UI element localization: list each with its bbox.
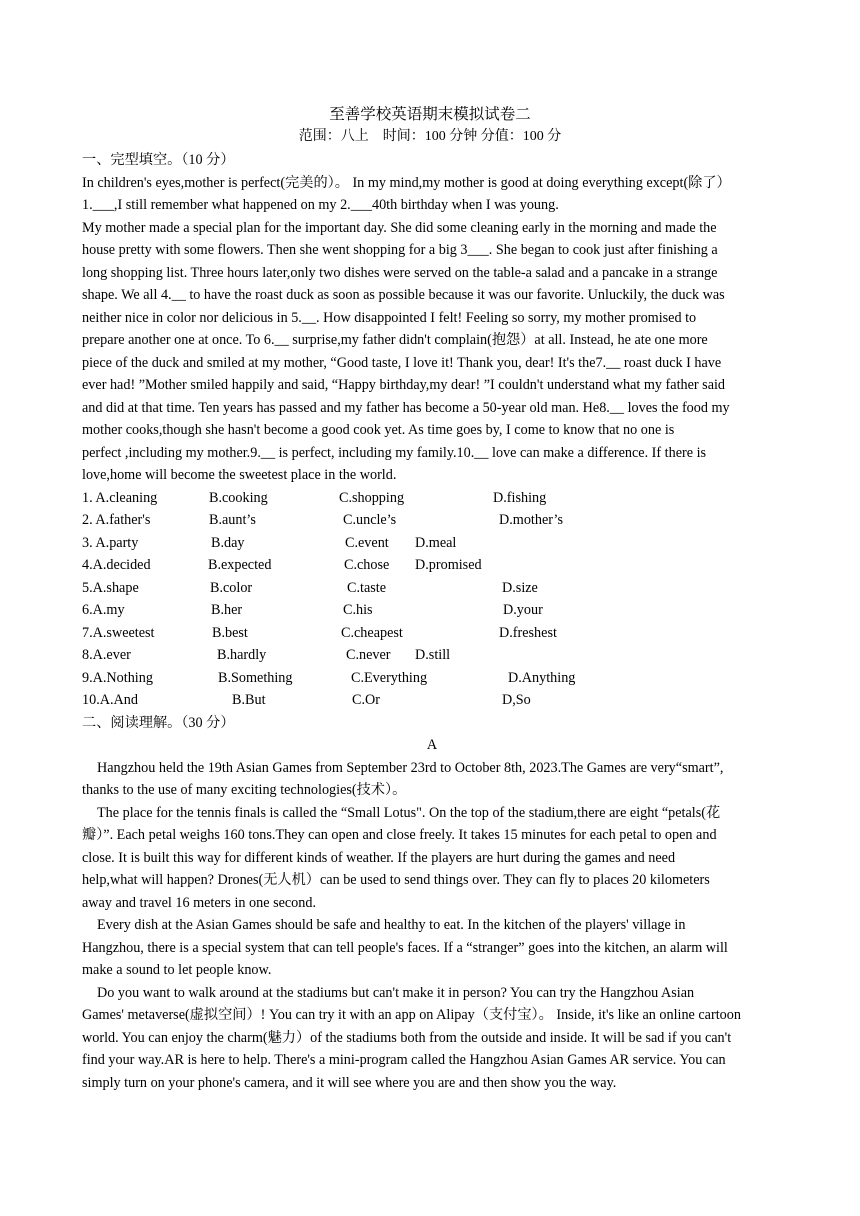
- passage-line: long shopping list. Three hours later,only two dishes were served on the table-a salad and a pancake in a strange: [82, 264, 718, 281]
- option-row: [82, 644, 782, 667]
- paragraph-line: world. You can enjoy the charm(魅力）of the stadiums both from the outside and inside. It will be sad if you can't: [82, 1029, 732, 1046]
- option-c: C.taste: [347, 579, 387, 596]
- passage-line: My mother made a special plan for the important day. She did some cleaning early in the morning and made the: [82, 219, 717, 236]
- paragraph-line: find your way.AR is here to help. There's a mini-program called the Hangzhou Asian Games AR service. You can: [82, 1052, 726, 1068]
- option-row: [82, 689, 782, 712]
- paragraph-line: Games' metaverse(虚拟空间）! You can try it with an app on Alipay（支付宝）。 Inside, it's like an online cartoon: [82, 1007, 741, 1023]
- option-d: D.still: [415, 647, 451, 663]
- section2-heading: 二、阅读理解。（30 分）: [82, 714, 235, 731]
- passage-line: mother cooks,though she hasn't become a good cook yet. As time goes by, I come to know that no one is: [82, 422, 675, 438]
- paragraph: [82, 757, 782, 802]
- paragraph-line: help,what will happen? Drones(无人机）can be used to send things over. They can fly to places 20 kilometers: [82, 872, 710, 888]
- option-row: [82, 599, 782, 622]
- option-a: 5.A.shape: [82, 579, 139, 596]
- passage-line: and did at that time. Ten years has passed and my father has become a 50-year old man. He8.__ loves the food my: [82, 399, 730, 416]
- option-row: [82, 667, 782, 690]
- reading-passage: [82, 757, 782, 1095]
- paragraph-line: Hangzhou held the 19th Asian Games from September 23rd to October 8th, 2023.The Games are very“smart”,: [97, 759, 724, 776]
- option-a: 4.A.decided: [82, 557, 151, 573]
- option-a: 6.A.my: [82, 602, 125, 618]
- exam-subtitle: 范围：八上 时间：100 分钟 分值：100 分: [298, 129, 562, 144]
- cloze-options: [82, 487, 782, 712]
- paragraph-line: Do you want to walk around at the stadiums but can't make it in person? You can try the Hangzhou Asian: [97, 984, 695, 1001]
- passage-line: 1.___,I still remember what happened on my 2.___40th birthday when I was young.: [82, 197, 559, 213]
- passage-label: A: [426, 737, 438, 753]
- option-a: 8.A.ever: [82, 647, 131, 663]
- paragraph-line: 瓣）”. Each petal weighs 160 tons.They can open and close freely. It takes 15 minutes for each petal to open and: [82, 827, 717, 843]
- passage-line: perfect ,including my mother.9.__ is perfect, including my family.10.__ love can make a difference. If there is: [82, 444, 707, 461]
- paragraph-line: make a sound to let people know.: [82, 962, 272, 978]
- exam-page: [82, 149, 782, 1094]
- option-c: C.event: [345, 534, 389, 551]
- option-c: C.Or: [352, 692, 380, 708]
- passage-line: neither nice in color nor delicious in 5.__. How disappointed I felt! Feeling so sorry, my mother promised to: [82, 309, 697, 326]
- option-d: D.Anything: [508, 669, 576, 686]
- option-a: 10.A.And: [82, 692, 138, 708]
- option-d: D.fishing: [493, 489, 547, 506]
- option-d: D.freshest: [499, 624, 557, 641]
- paragraph-line: Every dish at the Asian Games should be safe and healthy to eat. In the kitchen of the players' village in: [97, 917, 686, 933]
- option-row: [82, 577, 782, 600]
- paragraph-line: Hangzhou, there is a special system that can tell people's faces. If a “stranger” goes into the kitchen, an alarm will: [82, 939, 728, 956]
- option-d: D.mother’s: [499, 512, 563, 528]
- passage-line: house pretty with some flowers. Then she went shopping for a big 3___. She began to cook just after finishing a: [82, 242, 718, 258]
- option-row: [82, 532, 782, 555]
- option-row: [82, 487, 782, 510]
- option-a: 2. A.father's: [82, 512, 151, 528]
- paragraph: [82, 802, 782, 915]
- paragraph-line: close. It is built this way for different kinds of weather. If the players are hurt during the games and need: [82, 849, 676, 866]
- option-a: 7.A.sweetest: [82, 624, 155, 641]
- option-d: D.promised: [415, 557, 482, 573]
- option-b: B.Something: [218, 669, 293, 686]
- paragraph-line: The place for the tennis finals is called the “Small Lotus". On the top of the stadium,there are eight “petals(花: [97, 804, 721, 821]
- paragraph-line: simply turn on your phone's camera, and it will see where you are and then show you the way.: [82, 1074, 617, 1091]
- paragraph: [82, 914, 782, 982]
- option-c: C.chose: [344, 557, 390, 573]
- paragraph-line: thanks to the use of many exciting technologies(技术）。: [82, 782, 407, 798]
- option-b: B.her: [211, 602, 243, 618]
- option-b: B.aunt’s: [209, 512, 256, 528]
- option-b: B.hardly: [217, 647, 267, 663]
- option-b: B.day: [211, 534, 245, 551]
- option-a: 3. A.party: [82, 534, 139, 551]
- option-c: C.shopping: [339, 489, 405, 506]
- option-row: [82, 554, 782, 577]
- passage-line: piece of the duck and smiled at my mother, “Good taste, I love it! Thank you, dear! It's the7.__ roast duck I have: [82, 354, 722, 371]
- passage-line: shape. We all 4.__ to have the roast duck as soon as possible because it was our favorite. Unluckily, the duck was: [82, 287, 725, 303]
- section1-heading: 一、完型填空。（10 分）: [82, 152, 235, 168]
- option-d: D.meal: [415, 534, 457, 551]
- option-row: [82, 509, 782, 532]
- option-b: B.cooking: [209, 489, 268, 506]
- option-b: B.color: [210, 579, 253, 596]
- option-row: [82, 622, 782, 645]
- option-c: C.never: [346, 647, 391, 663]
- option-c: C.Everything: [351, 669, 428, 686]
- option-d: D.your: [503, 602, 543, 618]
- option-c: C.his: [343, 602, 373, 618]
- passage-line: ever had! ”Mother smiled happily and said, “Happy birthday,my dear! ”I couldn't understand what my father said: [82, 377, 726, 393]
- option-c: C.cheapest: [341, 624, 403, 641]
- passage-line: In children's eyes,mother is perfect(完美的）。 In my mind,my mother is good at doing everything except(除了）: [82, 174, 731, 191]
- passage-line: love,home will become the sweetest place in the world.: [82, 467, 397, 483]
- passage-line: prepare another one at once. To 6.__ surprise,my father didn't complain(抱怨）at all. Instead, he ate one more: [82, 332, 708, 348]
- option-a: 9.A.Nothing: [82, 669, 153, 686]
- paragraph-line: away and travel 16 meters in one second.: [82, 894, 317, 911]
- exam-title: 至善学校英语期末模拟试卷二: [329, 106, 531, 123]
- paragraph: [82, 982, 782, 1095]
- option-d: D.size: [502, 579, 538, 596]
- option-b: B.But: [232, 692, 266, 708]
- option-d: D,So: [502, 692, 531, 708]
- option-b: B.expected: [208, 557, 272, 573]
- option-a: 1. A.cleaning: [82, 489, 158, 506]
- cloze-passage: [82, 172, 782, 487]
- option-b: B.best: [212, 624, 248, 641]
- option-c: C.uncle’s: [343, 512, 397, 528]
